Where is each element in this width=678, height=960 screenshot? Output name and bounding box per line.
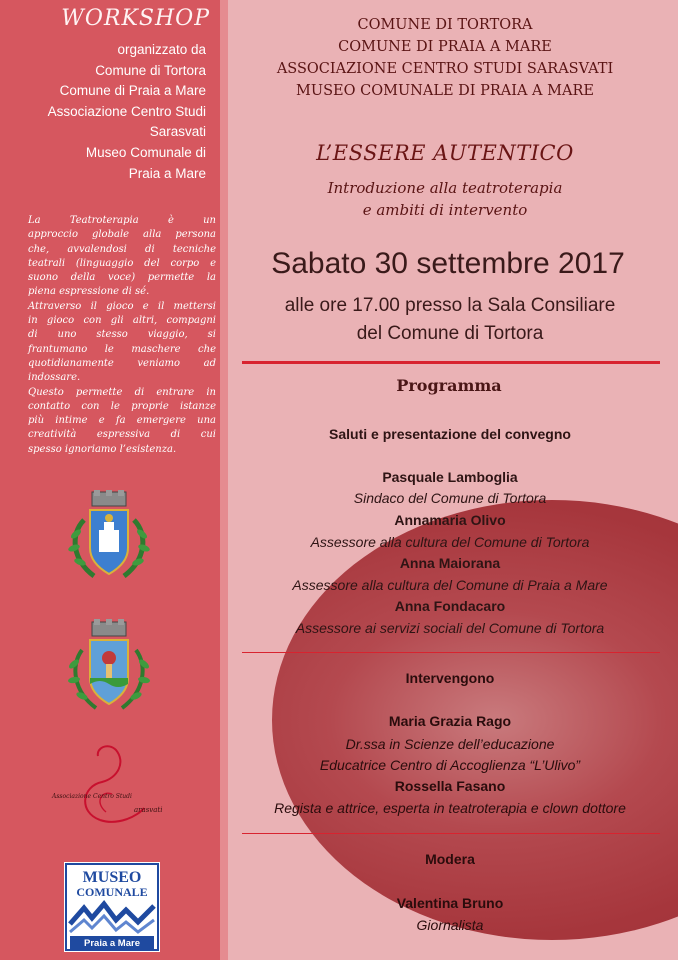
- event-venue: [240, 292, 660, 348]
- event-title: L’ESSERE AUTENTICO: [316, 141, 574, 165]
- tortora-coat-of-arms-icon: [66, 490, 152, 582]
- sidebar-edge: [220, 0, 228, 960]
- organizer-line: organizzato da: [117, 42, 206, 57]
- intro-line: Attraverso il gioco e il mettersi: [28, 300, 216, 312]
- intro-line: teatrali (linguaggio del corpo e: [28, 257, 216, 269]
- subtitle-line: e ambiti di intervento: [362, 201, 528, 219]
- workshop-title: WORKSHOP: [61, 6, 210, 31]
- organizer-line: Museo Comunale di: [85, 144, 206, 160]
- intro-line: di uno stesso viaggio, si: [28, 329, 216, 341]
- speaker-role: Assessore alla cultura del Comune di Tortora: [310, 534, 590, 550]
- speaker-name: Annamaria Olivo: [394, 512, 506, 528]
- speaker-role: Educatrice Centro di Accoglienza “L’Ulivo”: [319, 757, 581, 773]
- program-title: Programma: [396, 376, 502, 395]
- intro-line: contatto con le proprie istanze: [28, 400, 216, 412]
- intro-line: più intime e fa emergere una: [28, 415, 216, 427]
- speaker-name: Anna Fondacaro: [394, 598, 506, 614]
- organizers-list: [8, 40, 206, 184]
- moderator-name: Valentina Bruno: [396, 895, 504, 911]
- header-line: COMUNE DI TORTORA: [357, 17, 533, 33]
- intro-line: creatività espressiva di cui: [28, 429, 216, 441]
- teatroterapia-intro: [28, 214, 216, 457]
- intro-line: suono della voce) permette la: [28, 272, 216, 284]
- speaker-name: Anna Maiorana: [399, 555, 501, 571]
- intro-line: quotidianamente veniamo ad: [28, 357, 216, 369]
- event-subtitle: [240, 177, 650, 221]
- intro-line: che, avvalendosi di tecniche: [28, 243, 216, 255]
- speaker-role: Assessore ai servizi sociali del Comune di Tortora: [295, 620, 605, 636]
- moderator-role: Giornalista: [416, 917, 484, 933]
- sarasvati-caption-1: Associazione Centro Studi: [52, 793, 132, 800]
- speaker-role: Regista e attrice, esperta in teatroterapia e clown dottore: [274, 800, 626, 816]
- museo-line-1: MUSEO: [82, 869, 142, 886]
- venue-line: alle ore 17.00 presso la Sala Consiliare: [284, 295, 616, 316]
- organizer-line: Comune di Praia a Mare: [59, 83, 206, 99]
- intro-line: La Teatroterapia è un: [28, 215, 216, 226]
- venue-line: del Comune di Tortora: [356, 323, 544, 344]
- header-line: MUSEO COMUNALE DI PRAIA A MARE: [296, 83, 594, 99]
- organizers-header: [240, 14, 650, 102]
- speaker-role: Dr.ssa in Scienze dell’educazione: [345, 736, 555, 752]
- speaker-role: Sindaco del Comune di Tortora: [353, 490, 547, 506]
- museo-comunale-logo-icon: [64, 862, 160, 952]
- divider: [242, 833, 660, 834]
- organizer-line: Comune di Tortora: [95, 62, 206, 78]
- moderator-heading: Modera: [425, 851, 475, 867]
- praia-a-mare-coat-of-arms-icon: [66, 618, 152, 714]
- organizer-line: Praia a Mare: [128, 165, 206, 181]
- divider: [242, 361, 660, 364]
- intro-line: Questo permette di entrare in: [28, 386, 216, 398]
- header-line: COMUNE DI PRAIA A MARE: [338, 39, 552, 55]
- sarasvati-logo-icon: [48, 742, 178, 832]
- organizer-line: Associazione Centro Studi: [47, 103, 206, 119]
- intro-line: spesso ignoriamo l’esistenza.: [28, 443, 177, 455]
- speakers-heading: Intervengono: [405, 670, 495, 686]
- divider: [242, 652, 660, 653]
- intro-line: indossare.: [28, 372, 81, 384]
- event-date: Sabato 30 settembre 2017: [271, 247, 625, 280]
- intro-line: piena espressione di sé.: [28, 286, 150, 298]
- program-opening: Saluti e presentazione del convegno: [329, 426, 571, 442]
- sarasvati-caption-2: arasvati: [134, 806, 163, 814]
- organizer-line: Sarasvati: [149, 124, 206, 140]
- intro-line: in gioco con gli altri, compagni: [28, 315, 216, 327]
- speaker-name: Pasquale Lamboglia: [382, 469, 518, 485]
- museo-line-2: COMUNALE: [76, 885, 148, 899]
- speaker-role: Assessore alla cultura del Comune di Praia a Mare: [292, 577, 608, 593]
- museo-line-3: Praia a Mare: [84, 938, 140, 949]
- header-line: ASSOCIAZIONE CENTRO STUDI SARASVATI: [276, 61, 614, 77]
- intro-line: frantumano le maschere che: [28, 343, 216, 355]
- speaker-name: Maria Grazia Rago: [388, 713, 512, 729]
- speaker-name: Rossella Fasano: [394, 778, 506, 794]
- subtitle-line: Introduzione alla teatroterapia: [327, 179, 563, 197]
- intro-line: approccio globale alla persona: [28, 229, 216, 241]
